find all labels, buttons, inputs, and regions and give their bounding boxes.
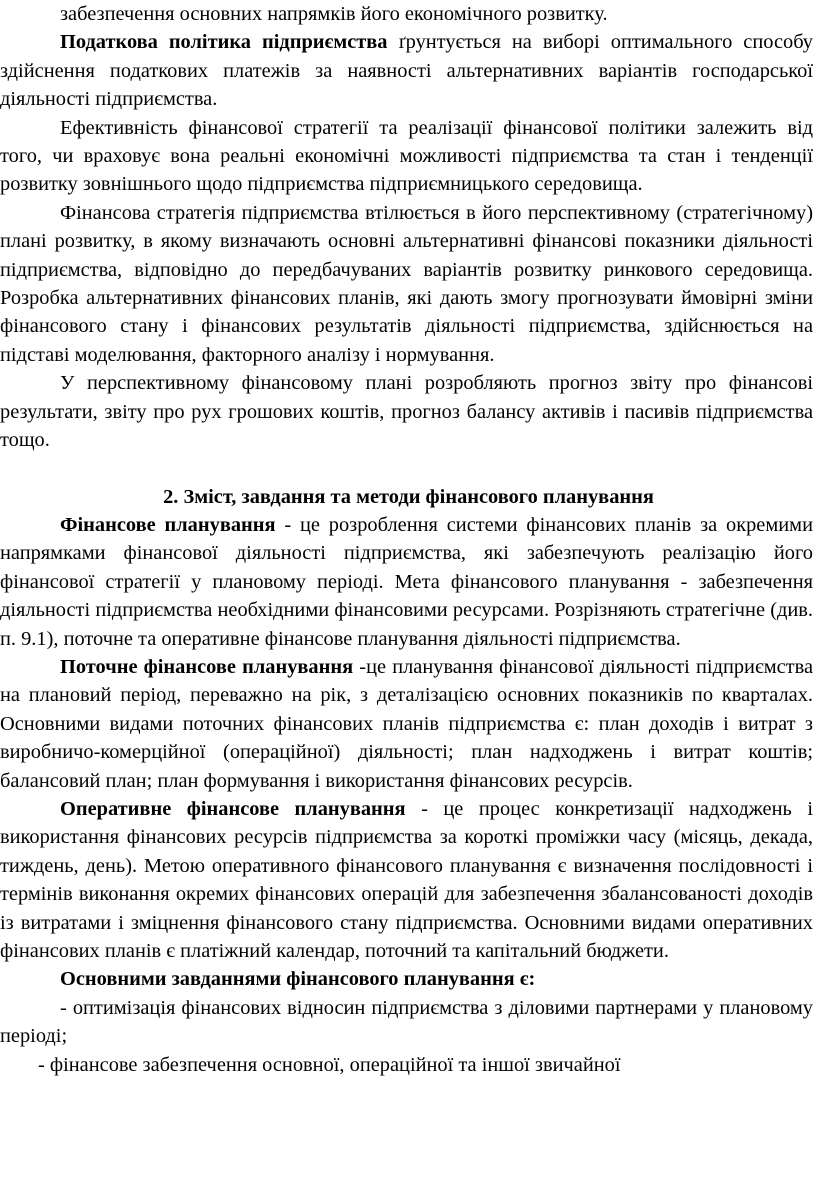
- paragraph-continuation: забезпечення основних напрямків його економічного розвитку.: [60, 3, 608, 25]
- term-financial-planning: Фінансове планування: [60, 513, 276, 536]
- paragraph-current-planning-text: -це планування фінансової діяльності підприємства на плановий період, переважно на рік, з деталізацією основних показників по кварталах. Основними видами поточних фінансових планів підприємства є: план доходів і витрат з виробничо-комерційної (операційної) діяльності; план надходжень і витрат коштів; балансовий план; план формування і використання фінансових ресурсів.: [0, 655, 813, 792]
- paragraph-perspective-plan: У перспективному фінансовому плані розробляють прогноз звіту про фінансові результати, звіту про рух грошових коштів, прогноз балансу активів і пасивів підприємства тощо.: [0, 372, 813, 452]
- list-item: - фінансове забезпечення основної, операційної та іншої звичайної: [38, 1053, 621, 1076]
- list-item: - оптимізація фінансових відносин підприємства з діловими партнерами у плановому періоді;: [0, 996, 813, 1048]
- tasks-heading: Основними завданнями фінансового планування є:: [60, 968, 536, 991]
- term-current-planning: Поточне фінансове планування: [60, 655, 354, 678]
- term-tax-policy: Податкова політика підприємства: [60, 31, 388, 54]
- paragraph-financial-planning: [0, 511, 813, 653]
- paragraph-current-planning: [0, 653, 813, 795]
- term-operative-planning: Оперативне фінансове планування: [60, 797, 406, 820]
- paragraph-financial-planning-text: - це розроблення системи фінансових планів за окремими напрямками фінансової діяльності підприємства, які забезпечують реалізацію його фінансової стратегії у плановому періоді. Мета фінансового планування - забезпечення діяльності підприємства необхідними фінансовими ресурсами. Розрізняють стратегічне (див. п. 9.1), поточне та оперативне фінансове планування діяльності підприємства.: [0, 513, 813, 650]
- paragraph-tax-policy-text: ґрунтується на виборі оптимального способу здійснення податкових платежів за наявності альтернативних варіантів господарської діяльності підприємства.: [0, 31, 813, 111]
- paragraph-strategy: Фінансова стратегія підприємства втілюється в його перспективному (стратегічному) плані розвитку, в якому визначають основні альтернативні фінансові показники діяльності підприємства, відповідно до передбачуваних варіантів розвитку ринкового середовища. Розробка альтернативних фінансових планів, які дають змогу прогнозувати ймовірні зміни фінансового стану і фінансових результатів діяльності підприємства, здійснюється на підставі моделювання, факторного аналізу і нормування.: [0, 201, 813, 366]
- paragraph-efficiency: Ефективність фінансової стратегії та реалізації фінансової політики залежить від того, чи враховує вона реальні економічні можливості підприємства та стан і тенденції розвитку зовнішнього щодо підприємства підприємницького середовища.: [0, 116, 813, 196]
- paragraph-tax-policy: [0, 28, 813, 113]
- paragraph-operative-planning: [0, 795, 813, 965]
- paragraph-operative-planning-text: - це процес конкретизації надходжень і використання фінансових ресурсів підприємства за короткі проміжки часу (місяць, декада, тиждень, день). Метою оперативного фінансового планування є визначення послідовності і термінів виконання окремих фінансових операцій для забезпечення збалансованості доходів із витратами і зміцнення фінансового стану підприємства. Основними видами оперативних фінансових планів є платіжний календар, поточний та капітальний бюджети.: [0, 797, 813, 962]
- section-heading: 2. Зміст, завдання та методи фінансового планування: [163, 485, 654, 508]
